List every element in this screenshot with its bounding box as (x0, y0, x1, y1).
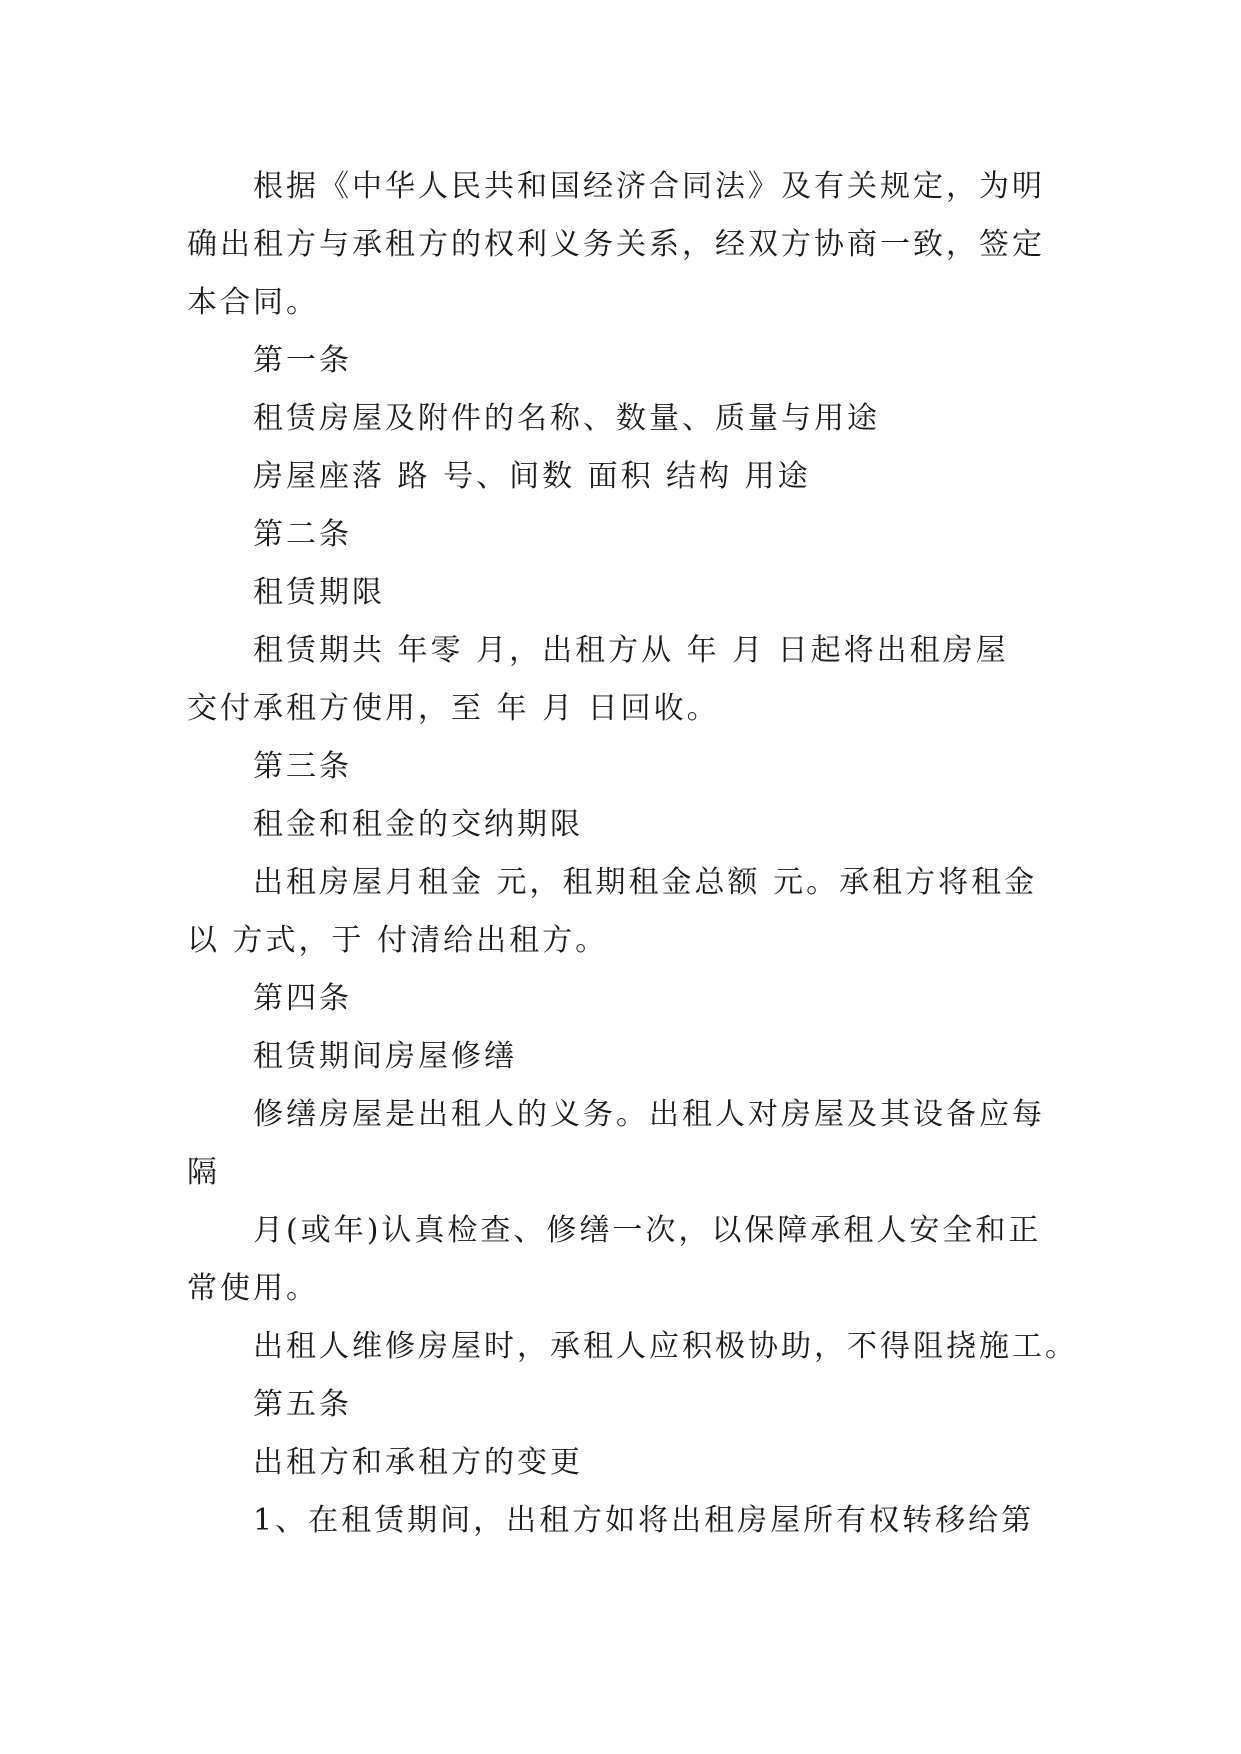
article-heading: 第五条 (253, 1387, 352, 1422)
article-title: 租金和租金的交纳期限 (253, 807, 583, 842)
paragraph-line: 出租人维修房屋时，承租人应积极协助，不得阻挠施工。 (253, 1329, 1078, 1364)
paragraph-line: 本合同。 (187, 285, 319, 320)
paragraph-line: 修缮房屋是出租人的义务。出租人对房屋及其设备应每 (253, 1097, 1045, 1132)
paragraph-line: 隔 (187, 1155, 220, 1190)
article-title: 出租方和承租方的变更 (253, 1445, 583, 1480)
paragraph-line: 以 方式，于 付清给出租方。 (187, 923, 609, 958)
paragraph-line: 根据《中华人民共和国经济合同法》及有关规定，为明 (253, 169, 1045, 204)
paragraph-line: 租赁期共 年零 月，出租方从 年 月 日起将出租房屋 (253, 633, 1009, 668)
paragraph-line: 出租房屋月租金 元，租期租金总额 元。承租方将租金 (253, 865, 1038, 900)
contract-body (187, 158, 1078, 1550)
article-title: 租赁期限 (253, 575, 385, 610)
article-heading: 第四条 (253, 981, 352, 1016)
paragraph-line: 房屋座落 路 号、间数 面积 结构 用途 (253, 459, 811, 494)
paragraph-line: 确出租方与承租方的权利义务关系，经双方协商一致，签定 (187, 227, 1045, 262)
article-title: 租赁期间房屋修缮 (253, 1039, 517, 1074)
paragraph-line: 交付承租方使用，至 年 月 日回收。 (187, 691, 720, 726)
article-heading: 第二条 (253, 517, 352, 552)
paragraph-line: 1、在租赁期间，出租方如将出租房屋所有权转移给第 (253, 1503, 1035, 1538)
article-heading: 第三条 (253, 749, 352, 784)
paragraph-line: 月(或年)认真检查、修缮一次，以保障承租人安全和正 (253, 1213, 1042, 1248)
article-title: 租赁房屋及附件的名称、数量、质量与用途 (253, 401, 880, 436)
paragraph-line: 常使用。 (187, 1271, 319, 1306)
article-heading: 第一条 (253, 343, 352, 378)
